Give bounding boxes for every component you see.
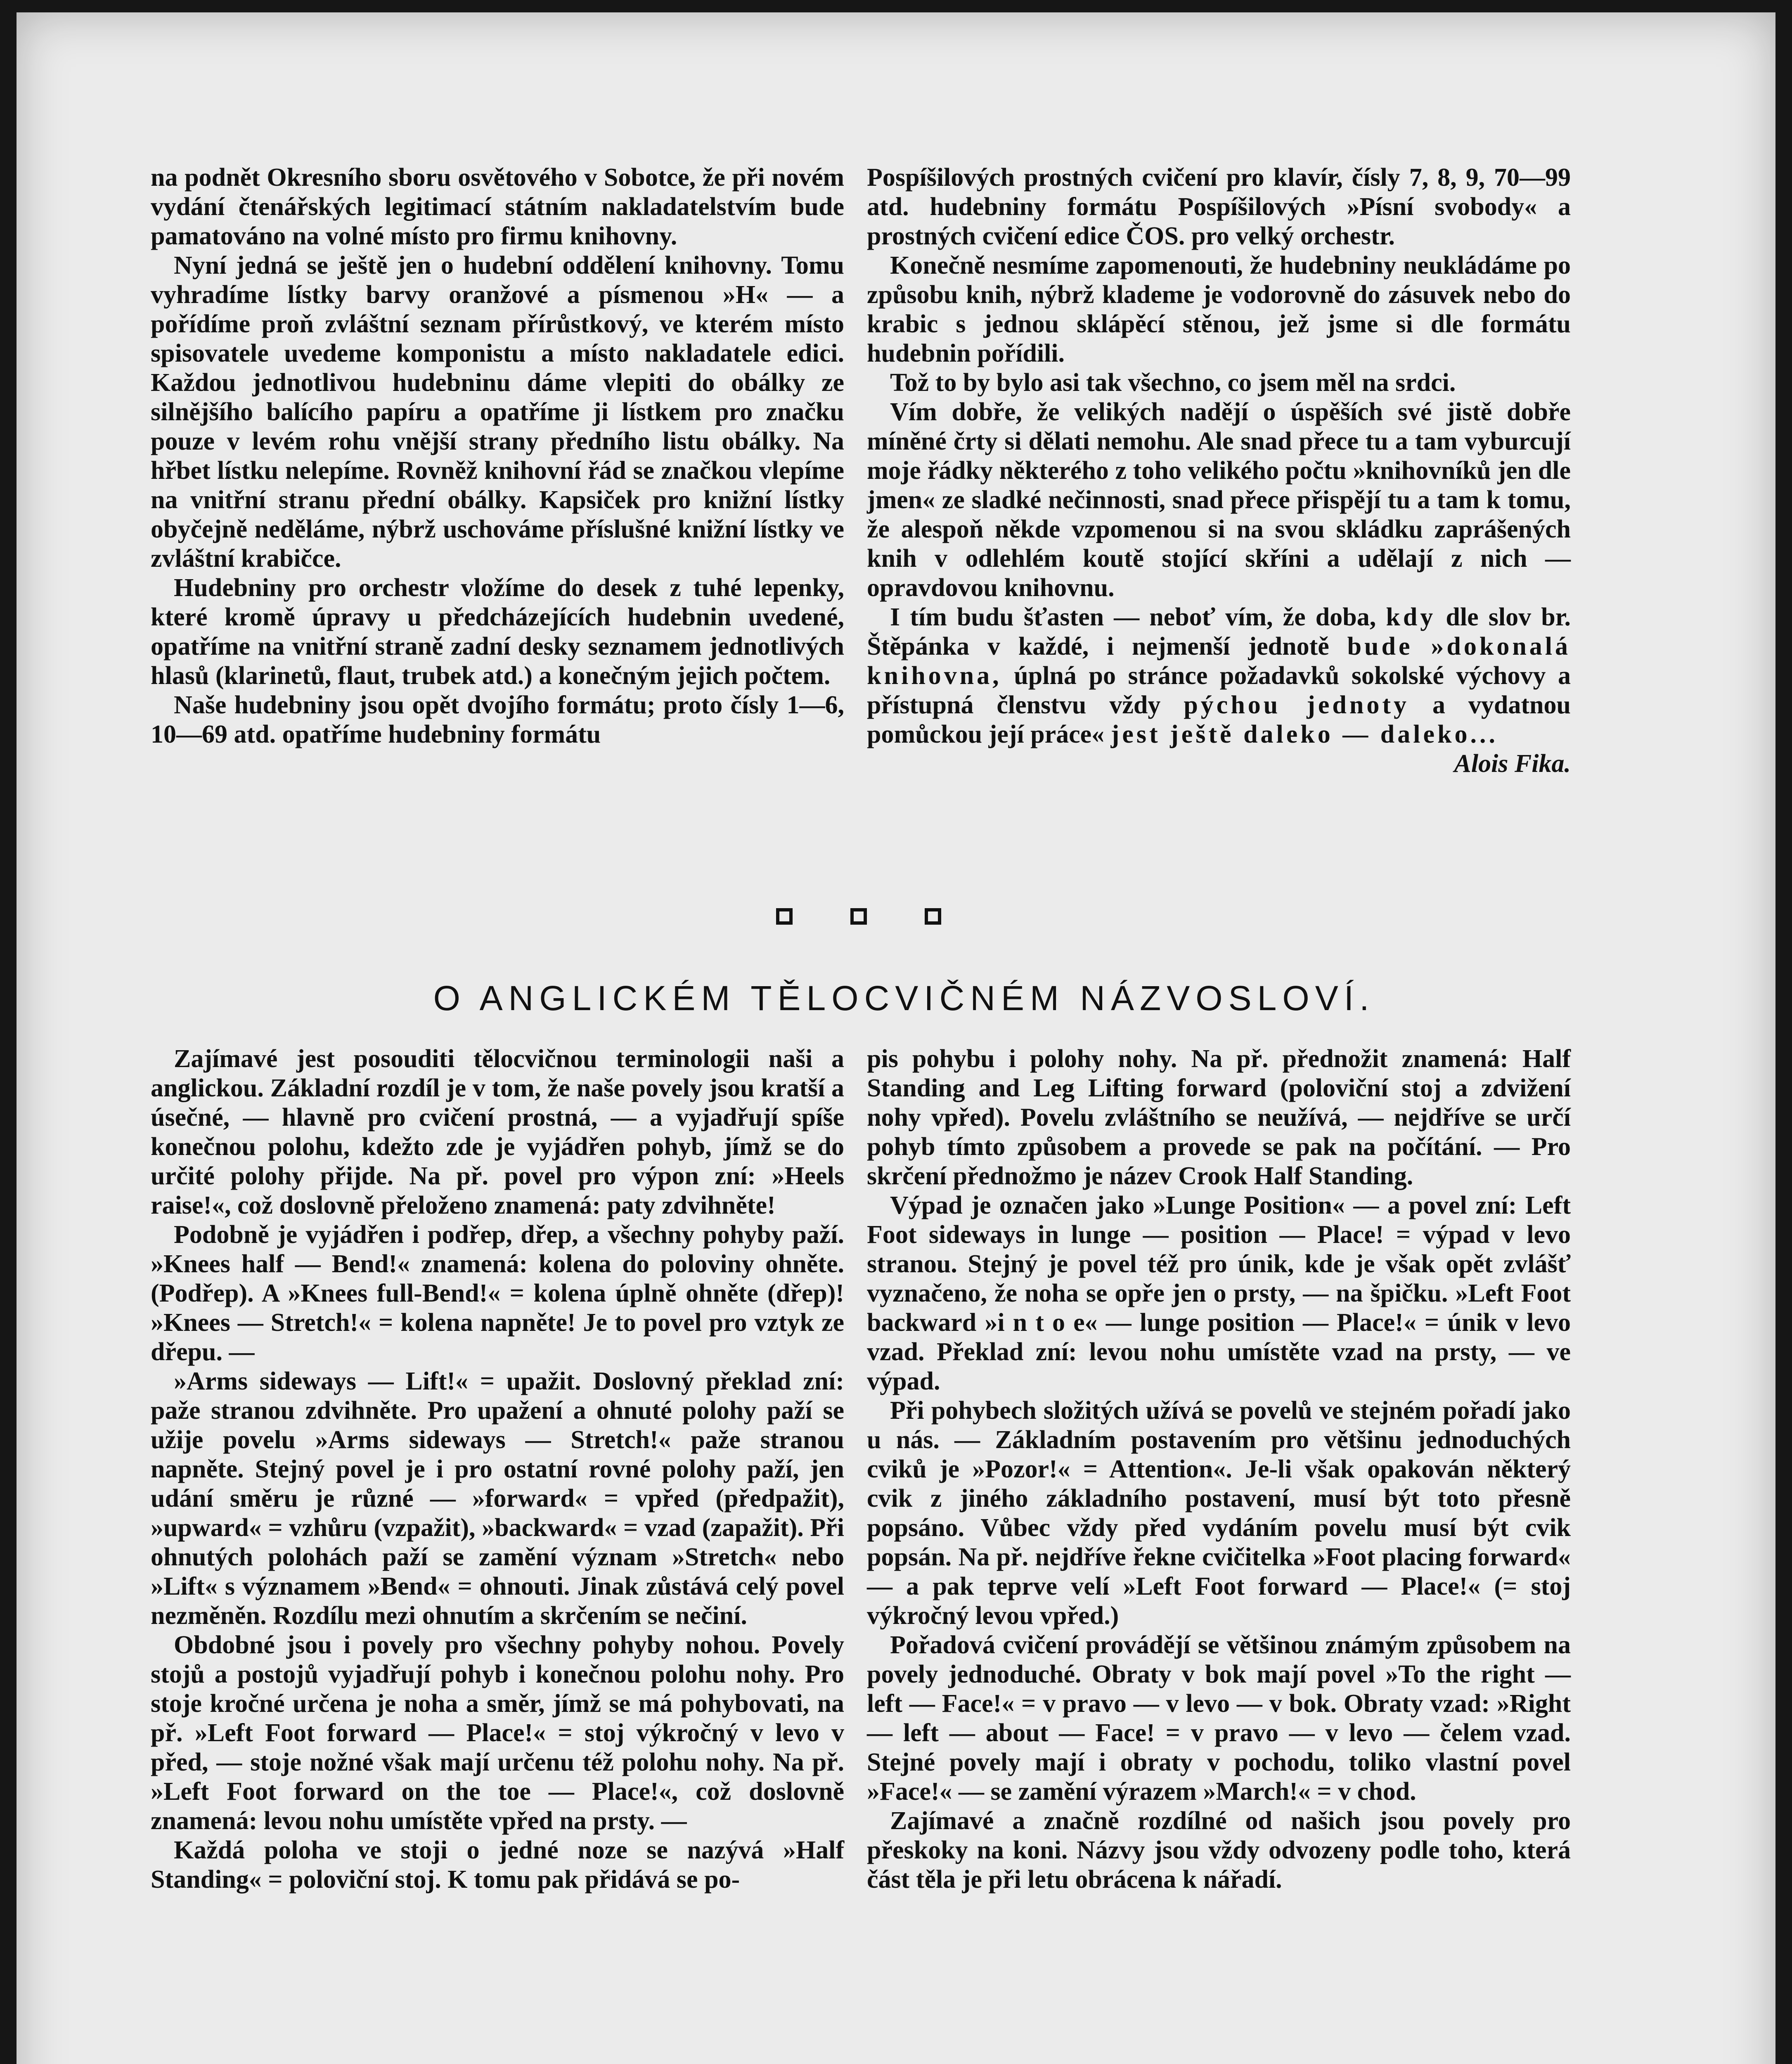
author-signature: Alois Fika. (1454, 750, 1571, 778)
divider-square-icon (925, 908, 941, 925)
emphasis: jest ještě daleko — daleko... (1110, 720, 1498, 748)
paragraph: Zajímavé a značně rozdílné od našich jsou povely pro přeskoky na koni. Názvy jsou vždy odvozeny podle toho, která část těla je při letu obrácena k nářadí. (867, 1807, 1571, 1894)
paragraph: Každá poloha ve stoji o jedné noze se nazývá »Half Standing« = poloviční stoj. K tomu pak přidává se po- (151, 1836, 844, 1894)
closing-paragraph: I tím budu šťasten — neboť vím, že doba, kdy dle slov br. Štěpánka v každé, i nejmenší jednotě bude »dokonalá knihovna, úplná po stránce požadavků sokolské výchovy a přístupná členstvu vždy pýchou jednoty a vydatnou pomůckou její práce« jest ještě daleko — daleko... Alois Fika. (867, 603, 1571, 778)
paragraph: Obdobné jsou i povely pro všechny pohyby nohou. Povely stojů a postojů vyjadřují pohyb i konečnou polohu nohy. Pro stoje kročné určena je noha a směr, jímž se má pohybovati, na př. »Left Foot forward — Place!« = stoj výkročný v levo v před, — stoje nožné však mají určenu též polohu nohy. Na př. »Left Foot forward on the toe — Place!«, což doslovně znamená: levou nohu umístěte vpřed na prsty. — (151, 1631, 844, 1835)
paragraph: Vím dobře, že velikých nadějí o úspěších své jistě dobře míněné črty si dělati nemohu. Ale snad přece tu a tam vyburcují moje řádky některého z toho velikého počtu »knihovníků jen dle jmen« ze sladké nečinnosti, snad přece přispějí tu a tam k tomu, že alespoň někde vzpomenou si na svou skládku zaprášených knih v odlehlém koutě stojící skříni a udělají z nich — opravdovou knihovnu. (867, 398, 1571, 602)
paragraph: Výpad je označen jako »Lunge Position« — a povel zní: Left Foot sideways in lunge — position — Place! = výpad v levo stranou. Stejný je povel též pro únik, kde je však opět zvlášť vyznačeno, že noha se opře jen o prsty, — na špičku. »Left Foot backward »i n t o e« — lunge position — Place!« = únik v levo vzad. Překlad zní: levou nohu umístěte vzad na prsty, — ve výpad. (867, 1191, 1571, 1395)
paragraph: Pořadová cvičení provádějí se většinou známým způsobem na povely jednoduché. Obraty v bok mají povel »To the right — left — Face!« = v pravo — v levo — v bok. Obraty vzad: »Right — left — about — Face! = v pravo — v levo — čelem vzad. Stejné povely mají i obraty v pochodu, toliko vlastní povel »Face!« — se zamění výrazem »March!« = v chod. (867, 1631, 1571, 1806)
top-right-column (867, 163, 1571, 779)
paragraph: Při pohybech složitých užívá se povelů ve stejném pořadí jako u nás. — Základním postavením pro většinu jednoduchých cviků je »Pozor!« = Attention«. Je-li však opakován některý cvik z jiného základního postavení, musí být toto přesně popsáno. Vůbec vždy před vydáním povelu musí být cvik popsán. Na př. nejdříve řekne cvičitelka »Foot placing forward« — a pak teprve velí »Left Foot forward — Place!« (= stoj výkročný levou vpřed.) (867, 1397, 1571, 1630)
top-left-column (151, 163, 844, 749)
paragraph: pis pohybu i polohy nohy. Na př. přednožit znamená: Half Standing and Leg Lifting forward (poloviční stoj a zdvižení nohy vpřed). Povelu zvláštního se neužívá, — nejdříve se určí pohyb tímto způsobem a provede se pak na počítání. — Pro skrčení přednožmo je název Crook Half Standing. (867, 1045, 1571, 1190)
paragraph: Hudebniny pro orchestr vložíme do desek z tuhé lepenky, které kromě úpravy u předcházejících hudebnin uvedené, opatříme na vnitřní straně zadní desky seznamem jednotlivých hlasů (klarinetů, flaut, trubek atd.) a konečným jejich počtem. (151, 574, 844, 690)
divider-square-icon (850, 908, 867, 925)
paragraph: Naše hudebniny jsou opět dvojího formátu; proto čísly 1—6, 10—69 atd. opatříme hudebniny formátu (151, 691, 844, 748)
paragraph: Nyní jedná se ještě jen o hudební oddělení knihovny. Tomu vyhradíme lístky barvy oranžové a písmenou »H« — a pořídíme proň zvláštní seznam přírůstkový, ve kterém místo spisovatele uvedeme komponistu a místo nakladatele edici. Každou jednotlivou hudebninu dáme vlepiti do obálky ze silnějšího balícího papíru a opatříme ji lístkem pro značku pouze v levém rohu vnější strany předního listu obálky. Na hřbet lístku nelepíme. Rovněž knihovní řád se značkou vlepíme na vnitřní stranu přední obálky. Kapsiček pro knižní lístky obyčejně neděláme, nýbrž uschováme příslušné knižní lístky ve zvláštní krabičce. (151, 251, 844, 573)
paragraph: Pospíšilových prostných cvičení pro klavír, čísly 7, 8, 9, 70—99 atd. hudebniny formátu Pospíšilových »Písní svobody« a prostných cvičení edice ČOS. pro velký orchestr. (867, 163, 1571, 250)
section-title: O ANGLICKÉM TĚLOCVIČNÉM NÁZVOSLOVÍ. (433, 979, 1375, 1018)
section-divider (776, 904, 941, 929)
emphasis: kdy (1386, 603, 1436, 631)
magazine-page (17, 12, 1775, 2064)
paragraph: Tož to by bylo asi tak všechno, co jsem měl na srdci. (890, 369, 1456, 397)
paragraph: Podobně je vyjádřen i podřep, dřep, a všechny pohyby paží. »Knees half — Bend!« znamená: kolena do poloviny ohněte. (Podřep). A »Knees full-Bend!« = kolena úplně ohněte (dřep)! »Knees — Stretch!« = kolena napněte! Je to povel pro vztyk ze dřepu. — (151, 1221, 844, 1366)
paragraph: Konečně nesmíme zapomenouti, že hudebniny neukládáme po způsobu knih, nýbrž klademe je vodorovně do zásuvek nebo do krabic s jednou sklápěcí stěnou, jež jsme si dle formátu hudebnin pořídili. (867, 251, 1571, 367)
emphasis: »dokonalá knihovna, (867, 632, 1571, 690)
paragraph: Zajímavé jest posouditi tělocvičnou terminologii naši a anglickou. Základní rozdíl je v tom, že naše povely jsou kratší a úsečné, — hlavně pro cvičení prostná, — a vyjadřují spíše konečnou polohu, kdežto zde je vyjádřen pohyb, jímž se do určité polohy přijde. Na př. povel pro výpon zní: »Heels raise!«, což doslovně přeloženo znamená: paty zdvihněte! (151, 1045, 844, 1219)
emphasis: pýchou jednoty (1184, 691, 1410, 719)
emphasis: bude (1347, 632, 1413, 660)
divider-square-icon (776, 908, 793, 925)
bottom-left-column (151, 1044, 844, 1894)
paragraph: »Arms sideways — Lift!« = upažit. Doslovný překlad zní: paže stranou zdvihněte. Pro upažení a ohnuté polohy paží se užije povelu »Arms sideways — Stretch!« paže stranou napněte. Stejný povel je i pro ostatní rovné polohy paží, jen udání směru je různé — »forward« = vpřed (předpažit), »upward« = vzhůru (vzpažit), »backward« = vzad (zapažit). Při ohnutých polohách paží se zamění význam »Stretch« nebo »Lift« s významem »Bend« = ohnouti. Jinak zůstává celý povel nezměněn. Rozdílu mezi ohnutím a skrčením se nečiní. (151, 1367, 844, 1630)
paragraph: na podnět Okresního sboru osvětového v Sobotce, že při novém vydání čtenářských legitimací státním nakladatelstvím bude pamatováno na volné místo pro firmu knihovny. (151, 163, 844, 250)
bottom-right-column (867, 1044, 1571, 1894)
